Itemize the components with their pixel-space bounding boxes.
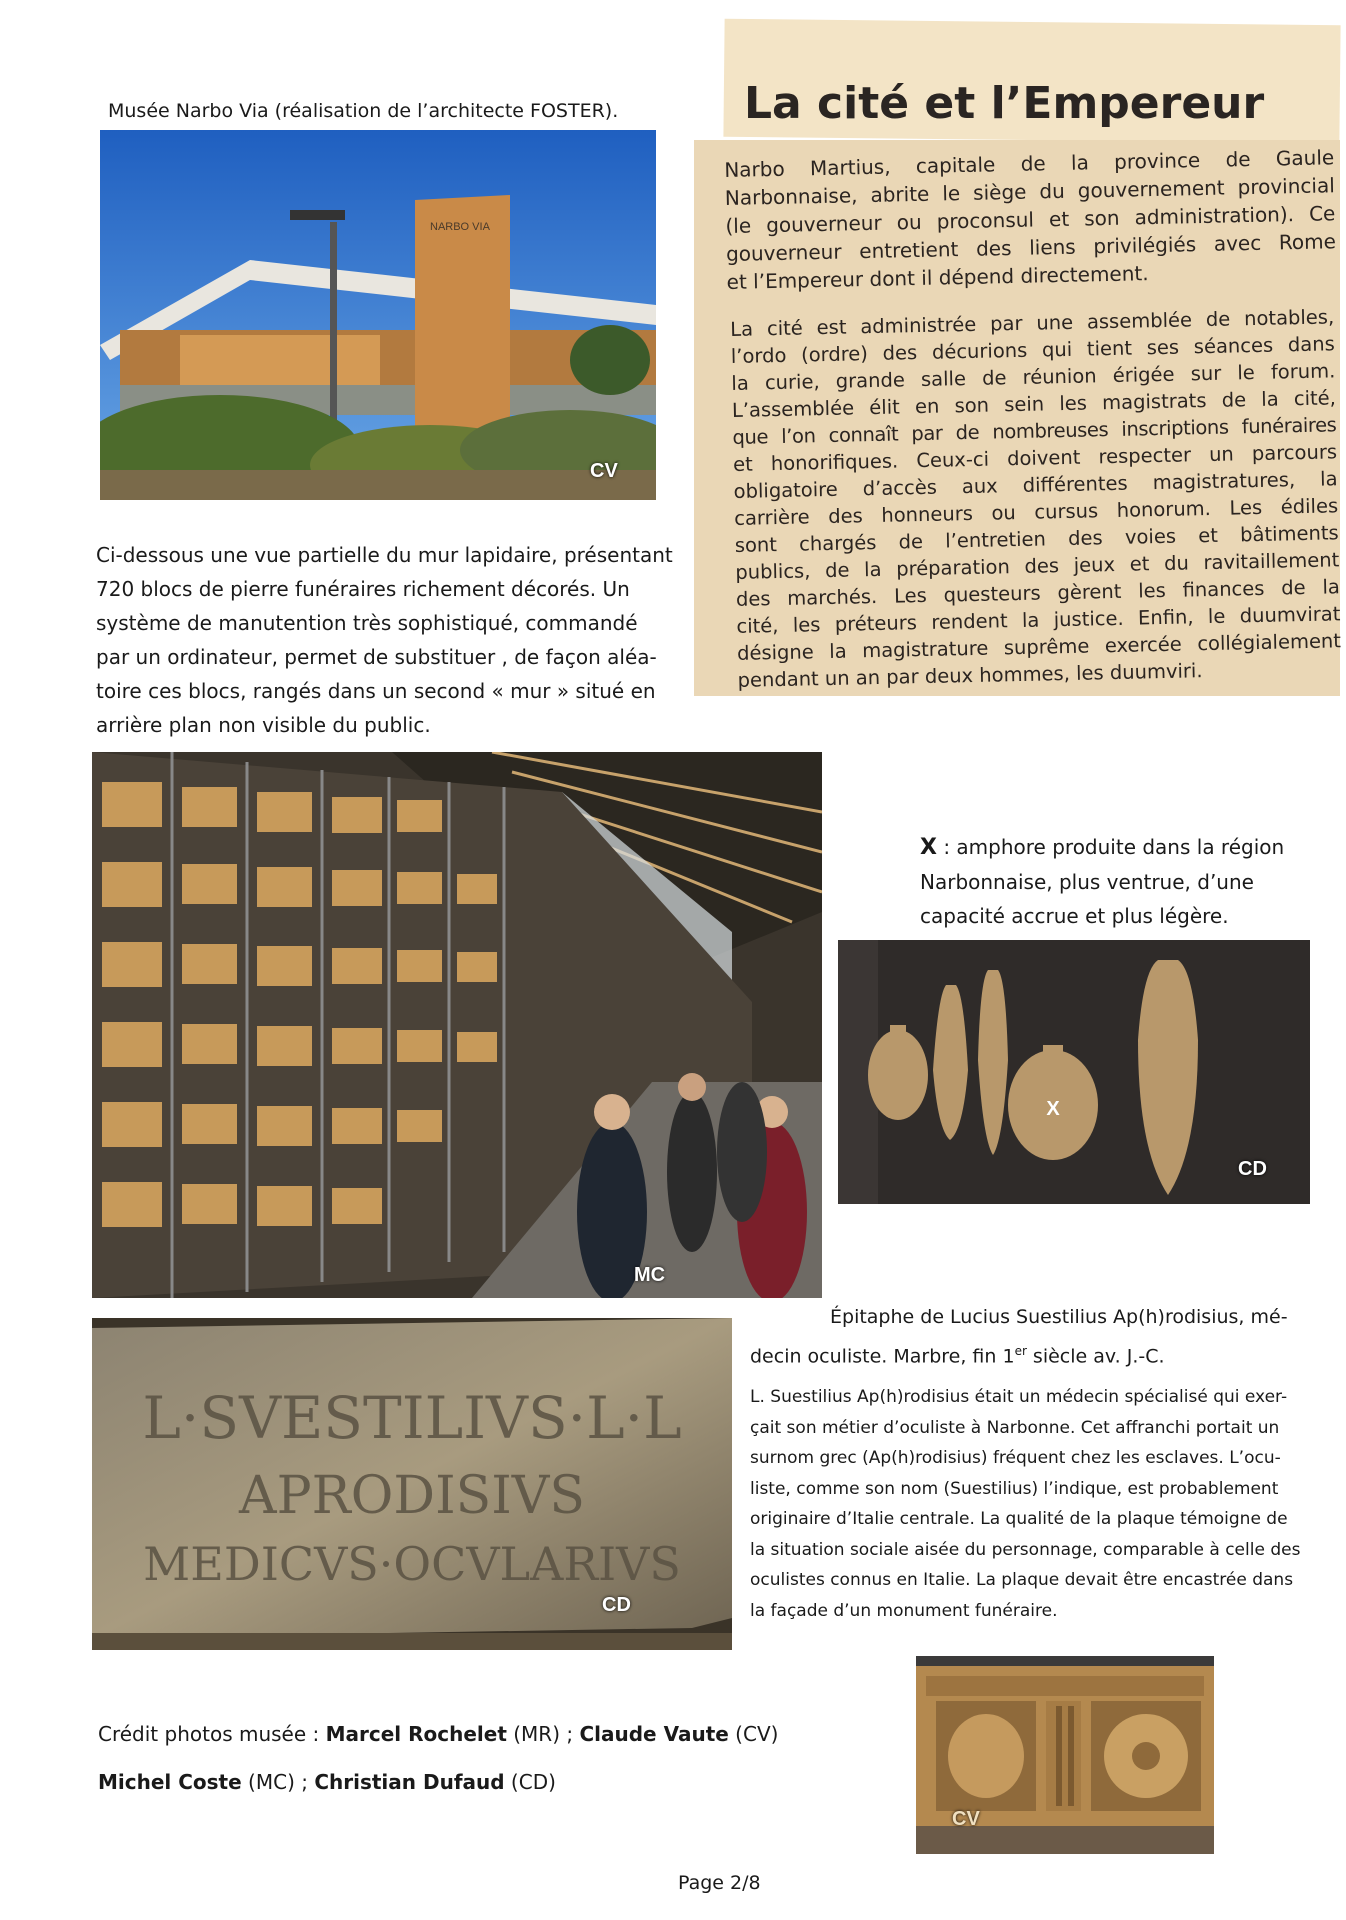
article-p2-line: l’ordo (ordre) des décurions qui tient ses séances dans xyxy=(730,332,1335,368)
epitaph-line: originaire d’Italie centrale. La qualité de la plaque témoigne de xyxy=(750,1509,1288,1529)
epitaph-line: surnom grec (Ap(h)rodisius) fréquent chez les esclaves. L’ocu- xyxy=(750,1448,1281,1468)
article-paragraph-2 xyxy=(730,303,1342,694)
article-p2-line: pendant un an par deux hommes, les duumviri. xyxy=(737,659,1203,692)
credit-code: (MR) ; xyxy=(506,1722,580,1746)
article-p2-line: la curie, grande salle de réunion érigée sur le forum. xyxy=(731,359,1336,395)
article-p2-line: et honorifiques. Ceux-ci doivent respecter un parcours xyxy=(732,440,1338,476)
article-p2-line: La cité est administrée par une assemblée de notables, xyxy=(730,305,1335,341)
credit-name: Marcel Rochelet xyxy=(325,1722,507,1746)
museum-exterior-photo xyxy=(100,130,656,500)
paragraph-line: Ci-dessous une vue partielle du mur lapidaire, présentant xyxy=(96,543,673,567)
amphora-caption-text: : amphore produite dans la région xyxy=(936,835,1285,859)
epitaph-caption-superscript: er xyxy=(1014,1344,1027,1358)
photo-credit-cd: CD xyxy=(1238,1158,1267,1180)
article-p2-line: des marchés. Les questeurs gèrent les finances de la xyxy=(735,575,1341,611)
epitaph-line: L. Suestilius Ap(h)rodisius était un médecin spécialisé qui exer- xyxy=(750,1387,1288,1407)
relief-photo xyxy=(916,1656,1214,1854)
lapidary-wall-paragraph xyxy=(96,538,673,742)
credit-code: (CV) xyxy=(728,1722,779,1746)
amphora-marker: X xyxy=(920,835,937,860)
article-title: La cité et l’Empereur xyxy=(744,78,1265,129)
paragraph-line: système de manutention très sophistiqué, commandé xyxy=(96,611,638,635)
photo-credit-mc: MC xyxy=(634,1264,666,1286)
article-p1-line: Narbo Martius, capitale de la province de Gaule xyxy=(724,145,1335,182)
article-p1-line: et l’Empereur dont il dépend directement. xyxy=(726,261,1149,294)
amphorae-photo xyxy=(838,940,1310,1204)
article-p2-line: L’assemblée élit en son sein les magistrats de la cité, xyxy=(731,386,1337,422)
paragraph-line: toire ces blocs, rangés dans un second « mur » situé en xyxy=(96,679,656,703)
epitaph-caption-text: siècle av. J.-C. xyxy=(1026,1345,1165,1368)
article-p2-line: désigne la magistrature suprême exercée collégialement xyxy=(736,629,1342,665)
credit-name: Christian Dufaud xyxy=(314,1770,505,1794)
article-p2-line: que l’on connaît par de nombreuses inscriptions funéraires xyxy=(732,413,1337,449)
article-p2-line: cité, les préteurs rendent la justice. Enfin, le duumvirat xyxy=(736,602,1341,638)
tower-sign-text: NARBO VIA xyxy=(430,221,490,233)
article-p1-line: (le gouverneur ou proconsul et son administration). Ce xyxy=(725,201,1336,238)
amphora-caption xyxy=(920,830,1285,933)
article-p2-line: carrière des honneurs ou cursus honorum. Les édiles xyxy=(734,494,1339,530)
epitaph-line: la façade d’un monument funéraire. xyxy=(750,1600,1058,1621)
photo-credit-cd-inscription: CD xyxy=(602,1594,631,1616)
amphora-photo-marker: X xyxy=(1046,1098,1060,1120)
paragraph-line: arrière plan non visible du public. xyxy=(96,713,431,737)
article-paragraph-1 xyxy=(724,143,1337,296)
inscription-photo xyxy=(92,1318,732,1650)
credits-line-1 xyxy=(98,1710,778,1758)
lapidary-wall-photo xyxy=(92,752,822,1298)
epitaph-line: liste, comme son nom (Suestilius) l’indique, est probablement xyxy=(750,1478,1279,1499)
credits-line-2 xyxy=(98,1758,778,1806)
article-p2-line: publics, de la préparation des jeux et du ravitaillement xyxy=(735,548,1340,584)
article-p1-line: Narbonnaise, abrite le siège du gouvernement provincial xyxy=(724,173,1335,210)
credit-name: Claude Vaute xyxy=(579,1722,729,1746)
amphora-caption-line: capacité accrue et plus légère. xyxy=(920,904,1229,928)
inscription-line-1: L·SVESTILIVS·L·L xyxy=(142,1384,682,1452)
credit-name: Michel Coste xyxy=(98,1770,242,1794)
amphora-caption-line xyxy=(920,830,1285,865)
photo-credit-cv: CV xyxy=(590,460,618,482)
article-p2-line: sont chargés de l’entretien des voies et bâtiments xyxy=(734,521,1339,557)
photo-credits xyxy=(98,1710,778,1806)
paragraph-line: par un ordinateur, permet de substituer , de façon aléa- xyxy=(96,645,657,669)
epitaph-caption-line-1: Épitaphe de Lucius Suestilius Ap(h)rodisius, mé- xyxy=(830,1306,1288,1328)
page-number: Page 2/8 xyxy=(678,1872,761,1894)
museum-photo-caption: Musée Narbo Via (réalisation de l’architecte FOSTER). xyxy=(108,100,619,122)
epitaph-caption xyxy=(750,1300,1310,1373)
epitaph-caption-text: decin oculiste. Marbre, fin 1 xyxy=(750,1345,1015,1368)
epitaph-paragraph xyxy=(750,1382,1301,1626)
epitaph-caption-line-2 xyxy=(750,1334,1310,1373)
inscription-line-2: APRODISIVS xyxy=(239,1466,585,1526)
epitaph-line: çait son métier d’oculiste à Narbonne. Cet affranchi portait un xyxy=(750,1417,1280,1438)
credits-label: Crédit photos musée : xyxy=(98,1722,326,1746)
article-p1-line: gouverneur entretient des liens privilégiés avec Rome xyxy=(725,229,1337,266)
inscription-line-3: MEDICVS·OCVLARIVS xyxy=(143,1537,681,1591)
epitaph-line: oculistes connus en Italie. La plaque devait être encastrée dans xyxy=(750,1570,1294,1590)
paragraph-line: 720 blocs de pierre funéraires richement décorés. Un xyxy=(96,577,630,601)
epitaph-line: la situation sociale aisée du personnage, comparable à celle des xyxy=(750,1539,1301,1560)
article-p2-line: obligatoire d’accès aux différentes magistratures, la xyxy=(733,467,1338,503)
credit-code: (MC) ; xyxy=(241,1770,315,1794)
amphora-caption-line: Narbonnaise, plus ventrue, d’une xyxy=(920,870,1254,894)
photo-credit-cv-relief: CV xyxy=(952,1808,980,1830)
credit-code: (CD) xyxy=(504,1770,556,1794)
